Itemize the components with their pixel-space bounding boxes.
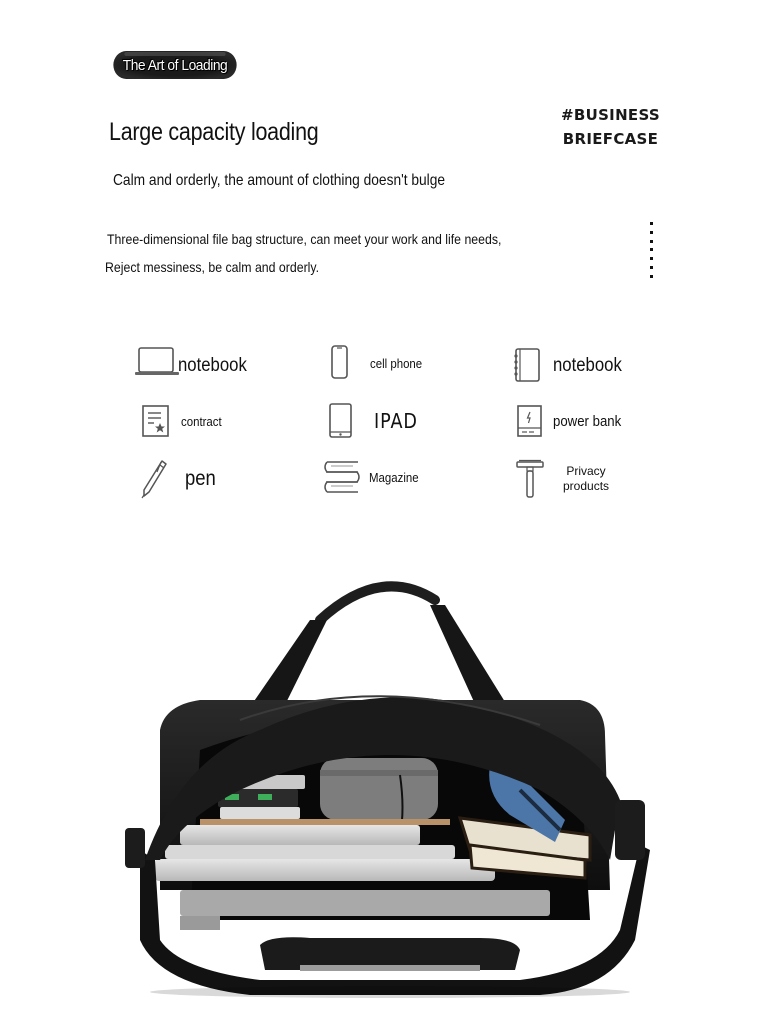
- item-magazine: [323, 460, 425, 494]
- power-bank-icon: [516, 404, 544, 438]
- pen-icon: [139, 458, 169, 500]
- item-label: notebook: [553, 355, 622, 376]
- item-power-bank: [516, 404, 631, 438]
- item-label: contract: [181, 413, 222, 429]
- phone-icon: [330, 345, 350, 381]
- tag-line-2: BRIEFCASE: [562, 130, 659, 148]
- item-pen: [139, 458, 220, 500]
- section-badge: [113, 51, 236, 79]
- vertical-dots-decoration: [650, 222, 654, 278]
- item-ipad: [328, 403, 424, 439]
- briefcase-product-image: [120, 560, 660, 1000]
- category-tag: [561, 103, 660, 151]
- tag-line-1: #BUSINESS: [561, 106, 660, 124]
- item-laptop: [134, 346, 256, 378]
- item-contract: [141, 404, 227, 438]
- item-label: power bank: [553, 412, 622, 430]
- item-label: pen: [185, 467, 216, 490]
- tablet-icon: [328, 403, 354, 439]
- laptop-icon: [134, 346, 180, 378]
- item-label: notebook: [178, 355, 247, 376]
- item-label: Magazine: [369, 469, 419, 485]
- page-title: Large capacity loading: [109, 118, 319, 146]
- item-label-line-2: products: [563, 479, 610, 493]
- spiral-notebook-icon: [512, 348, 542, 384]
- item-label: IPAD: [374, 409, 418, 433]
- description-line-2: Reject messiness, be calm and orderly.: [105, 259, 320, 275]
- item-label-line-1: Privacy: [566, 464, 606, 478]
- contract-icon: [141, 404, 171, 438]
- badge-text: The Art of Loading: [122, 56, 228, 74]
- page-subtitle: Calm and orderly, the amount of clothing doesn't bulge: [113, 172, 446, 189]
- item-notebook: [512, 348, 631, 384]
- item-privacy-products: [515, 459, 609, 499]
- magazine-stack-icon: [323, 460, 361, 494]
- item-label: cell phone: [370, 355, 423, 371]
- razor-icon: [515, 459, 545, 499]
- item-cell-phone: [330, 345, 429, 381]
- description-line-1: Three-dimensional file bag structure, can meet your work and life needs,: [107, 231, 502, 247]
